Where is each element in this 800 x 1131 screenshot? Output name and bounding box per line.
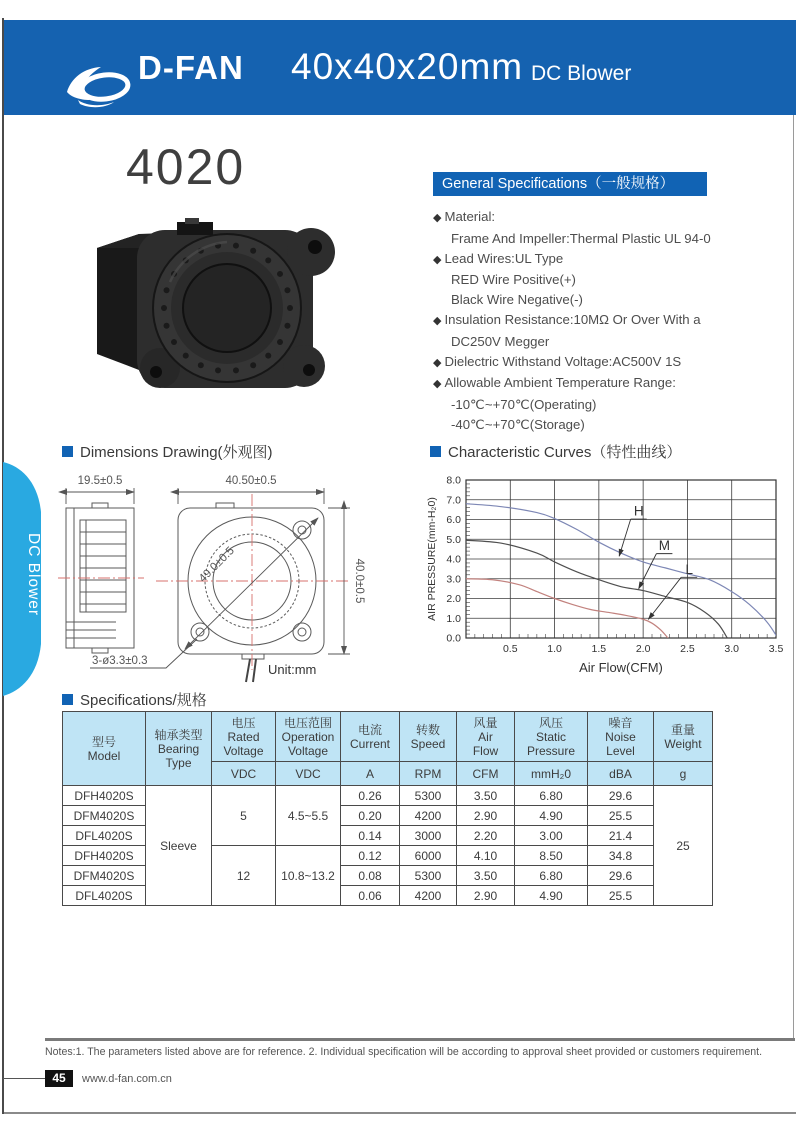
cell-model: DFH4020S bbox=[63, 786, 146, 806]
header-bar bbox=[4, 20, 796, 115]
cell-airflow: 2.90 bbox=[457, 806, 515, 826]
dim-diagonal-label: 49.0±0.5 bbox=[196, 544, 237, 585]
website-link[interactable]: www.d-fan.com.cn bbox=[82, 1073, 172, 1085]
spec-line-text: -40℃~+70℃(Storage) bbox=[451, 416, 585, 432]
spec-line bbox=[433, 229, 778, 249]
y-axis-label: AIR PRESSURE(mm-H₂0) bbox=[426, 497, 438, 621]
cell-speed: 6000 bbox=[400, 846, 457, 866]
cell-current: 0.12 bbox=[341, 846, 400, 866]
bottom-rule bbox=[4, 1112, 796, 1114]
y-tick-label: 7.0 bbox=[446, 494, 461, 507]
product-photo bbox=[82, 202, 362, 398]
col-header-bearing-type: 轴承类型 Bearing Type bbox=[146, 712, 212, 786]
y-tick-label: 3.0 bbox=[446, 573, 461, 586]
diamond-bullet-icon: ◆ bbox=[433, 212, 442, 224]
cell-speed: 4200 bbox=[400, 886, 457, 906]
dimensions-drawing bbox=[56, 464, 412, 688]
cell-pressure: 6.80 bbox=[515, 786, 588, 806]
y-tick-label: 2.0 bbox=[446, 593, 461, 605]
col-header-operation-voltage: 电压范围 Operation Voltage bbox=[276, 712, 341, 762]
cell-model: DFH4020S bbox=[63, 846, 146, 866]
general-specs-panel bbox=[433, 172, 778, 435]
section-dimensions bbox=[62, 441, 273, 462]
col-unit-weight: g bbox=[654, 762, 713, 786]
dim-unit-label: Unit:mm bbox=[268, 662, 317, 677]
cell-airflow: 3.50 bbox=[457, 866, 515, 886]
col-header-air-flow: 风量 Air Flow bbox=[457, 712, 515, 762]
cell-noise: 25.5 bbox=[588, 806, 654, 826]
spec-line-text: RED Wire Positive(+) bbox=[451, 272, 576, 288]
cell-speed: 3000 bbox=[400, 826, 457, 846]
general-specs-title: General Specifications（一般规格） bbox=[433, 172, 707, 196]
col-unit-air-flow: CFM bbox=[457, 762, 515, 786]
spec-line bbox=[433, 207, 778, 229]
x-tick-label: 0.5 bbox=[502, 643, 518, 655]
model-title: 4020 bbox=[126, 139, 246, 195]
spec-line-text: Insulation Resistance:10MΩ Or Over With a bbox=[444, 311, 701, 327]
cell-speed: 4200 bbox=[400, 806, 457, 826]
cell-noise: 21.4 bbox=[588, 826, 654, 846]
cell-airflow: 2.90 bbox=[457, 886, 515, 906]
curve-annotation-L: L bbox=[685, 561, 693, 577]
curve-M bbox=[466, 540, 727, 638]
x-tick-label: 3.0 bbox=[724, 643, 740, 655]
spec-line-text: Allowable Ambient Temperature Range: bbox=[444, 375, 676, 391]
y-tick-label: 5.0 bbox=[446, 533, 461, 546]
spec-line bbox=[433, 270, 778, 290]
x-tick-label: 3.5 bbox=[768, 643, 784, 655]
diamond-bullet-icon: ◆ bbox=[433, 253, 442, 266]
cell-rated-voltage: 12 bbox=[212, 846, 276, 906]
cell-pressure: 8.50 bbox=[515, 846, 588, 866]
cell-airflow: 2.20 bbox=[457, 826, 515, 846]
spec-line bbox=[433, 249, 778, 271]
col-unit-current: A bbox=[341, 762, 400, 786]
section-specifications bbox=[62, 689, 207, 710]
col-header-weight: 重量 Weight bbox=[654, 712, 713, 762]
dim-width-label: 40.50±0.5 bbox=[225, 475, 277, 487]
diamond-bullet-icon: ◆ bbox=[433, 378, 442, 391]
cell-pressure: 4.90 bbox=[515, 886, 588, 906]
general-specs-list bbox=[433, 207, 778, 435]
table-row bbox=[63, 786, 713, 806]
y-tick-label: 1.0 bbox=[446, 612, 461, 625]
y-tick-label: 0.0 bbox=[446, 632, 461, 645]
col-unit-operation-voltage: VDC bbox=[276, 762, 341, 786]
cell-rated-voltage: 5 bbox=[212, 786, 276, 846]
notes-text: Notes:1. The parameters listed above are for reference. 2. Individual specification will be according to approval sheet provided or customers requirement. bbox=[45, 1046, 763, 1058]
cell-weight: 25 bbox=[654, 786, 713, 906]
cell-operation-voltage: 4.5~5.5 bbox=[276, 786, 341, 846]
characteristic-curves-chart bbox=[424, 462, 792, 700]
cell-current: 0.14 bbox=[341, 826, 400, 846]
col-unit-static-pressure: mmH₂0 bbox=[515, 762, 588, 786]
cell-model: DFM4020S bbox=[63, 866, 146, 886]
diamond-bullet-icon: ◆ bbox=[433, 314, 442, 327]
cell-noise: 29.6 bbox=[588, 866, 654, 886]
page-badge-line bbox=[3, 1078, 45, 1079]
col-unit-speed: RPM bbox=[400, 762, 457, 786]
spec-line-text: Material: bbox=[444, 209, 496, 224]
cell-model: DFM4020S bbox=[63, 806, 146, 826]
cell-pressure: 6.80 bbox=[515, 866, 588, 886]
col-unit-noise-level: dBA bbox=[588, 762, 654, 786]
page-edge-right bbox=[793, 115, 794, 1040]
col-header-model: 型号 Model bbox=[63, 712, 146, 786]
side-tab-label: DC Blower bbox=[25, 533, 42, 617]
cell-model: DFL4020S bbox=[63, 826, 146, 846]
x-tick-label: 2.5 bbox=[680, 643, 695, 655]
spec-line-text: Dielectric Withstand Voltage:AC500V 1S bbox=[444, 353, 682, 369]
y-tick-label: 8.0 bbox=[446, 474, 461, 487]
dim-height-label: 40.0±0.5 bbox=[353, 558, 365, 604]
spec-line-text: DC250V Megger bbox=[451, 333, 550, 349]
section-curves bbox=[430, 441, 681, 462]
cell-airflow: 3.50 bbox=[457, 786, 515, 806]
cell-noise: 29.6 bbox=[588, 786, 654, 806]
cell-bearing: Sleeve bbox=[146, 786, 212, 906]
cell-operation-voltage: 10.8~13.2 bbox=[276, 846, 341, 906]
brand-logo-swoosh-icon bbox=[64, 62, 138, 110]
x-tick-label: 2.0 bbox=[635, 643, 651, 655]
page-title-size: 40x40x20mm bbox=[291, 46, 524, 87]
page-number-badge: 45 bbox=[45, 1070, 73, 1087]
cell-pressure: 3.00 bbox=[515, 826, 588, 846]
dim-depth-label: 19.5±0.5 bbox=[77, 475, 123, 487]
y-tick-label: 4.0 bbox=[446, 553, 461, 566]
spec-line bbox=[433, 373, 778, 395]
cell-current: 0.08 bbox=[341, 866, 400, 886]
x-tick-label: 1.5 bbox=[591, 643, 607, 655]
col-unit-rated-voltage: VDC bbox=[212, 762, 276, 786]
section-bullet-icon bbox=[430, 446, 441, 457]
spec-table-wrap bbox=[62, 711, 713, 906]
side-tab-dc-blower bbox=[3, 450, 49, 706]
spec-line bbox=[433, 310, 778, 332]
spec-line bbox=[433, 332, 778, 352]
curve-annotation-H: H bbox=[633, 503, 644, 519]
section-curves-label: Characteristic Curves（特性曲线） bbox=[448, 444, 682, 461]
notes-divider bbox=[45, 1038, 795, 1041]
spec-line bbox=[433, 352, 778, 374]
cell-airflow: 4.10 bbox=[457, 846, 515, 866]
cell-speed: 5300 bbox=[400, 786, 457, 806]
cell-noise: 34.8 bbox=[588, 846, 654, 866]
col-header-rated-voltage: 电压 Rated Voltage bbox=[212, 712, 276, 762]
section-bullet-icon bbox=[62, 694, 73, 705]
cell-current: 0.20 bbox=[341, 806, 400, 826]
col-header-speed: 转数 Speed bbox=[400, 712, 457, 762]
cell-model: DFL4020S bbox=[63, 886, 146, 906]
curve-annotation-M: M bbox=[658, 538, 671, 554]
diamond-bullet-icon: ◆ bbox=[433, 356, 442, 369]
x-tick-label: 1.0 bbox=[547, 643, 562, 655]
spec-line-text: Frame And Impeller:Thermal Plastic UL 94-0 bbox=[451, 230, 711, 246]
section-specifications-label: Specifications/规格 bbox=[80, 692, 207, 709]
col-header-current: 电流 Current bbox=[341, 712, 400, 762]
col-header-noise-level: 噪音 Noise Level bbox=[588, 712, 654, 762]
cell-noise: 25.5 bbox=[588, 886, 654, 906]
spec-line bbox=[433, 290, 778, 310]
page-title-type: DC Blower bbox=[531, 62, 632, 85]
col-header-static-pressure: 风压 Static Pressure bbox=[515, 712, 588, 762]
cell-current: 0.06 bbox=[341, 886, 400, 906]
cell-pressure: 4.90 bbox=[515, 806, 588, 826]
spec-line bbox=[433, 395, 778, 415]
x-axis-label: Air Flow(CFM) bbox=[579, 660, 663, 675]
spec-line bbox=[433, 415, 778, 435]
brand-name: D-FAN bbox=[138, 49, 244, 86]
y-tick-label: 6.0 bbox=[446, 514, 461, 526]
spec-line-text: -10℃~+70℃(Operating) bbox=[451, 397, 597, 413]
section-dimensions-label: Dimensions Drawing(外观图) bbox=[80, 444, 273, 461]
spec-line-text: Black Wire Negative(-) bbox=[451, 292, 583, 308]
curve-L bbox=[466, 579, 668, 638]
spec-table bbox=[62, 711, 713, 906]
section-bullet-icon bbox=[62, 446, 73, 457]
dim-holes-label: 3-ø3.3±0.3 bbox=[92, 655, 148, 667]
cell-current: 0.26 bbox=[341, 786, 400, 806]
spec-line-text: Lead Wires:UL Type bbox=[444, 250, 564, 266]
cell-speed: 5300 bbox=[400, 866, 457, 886]
